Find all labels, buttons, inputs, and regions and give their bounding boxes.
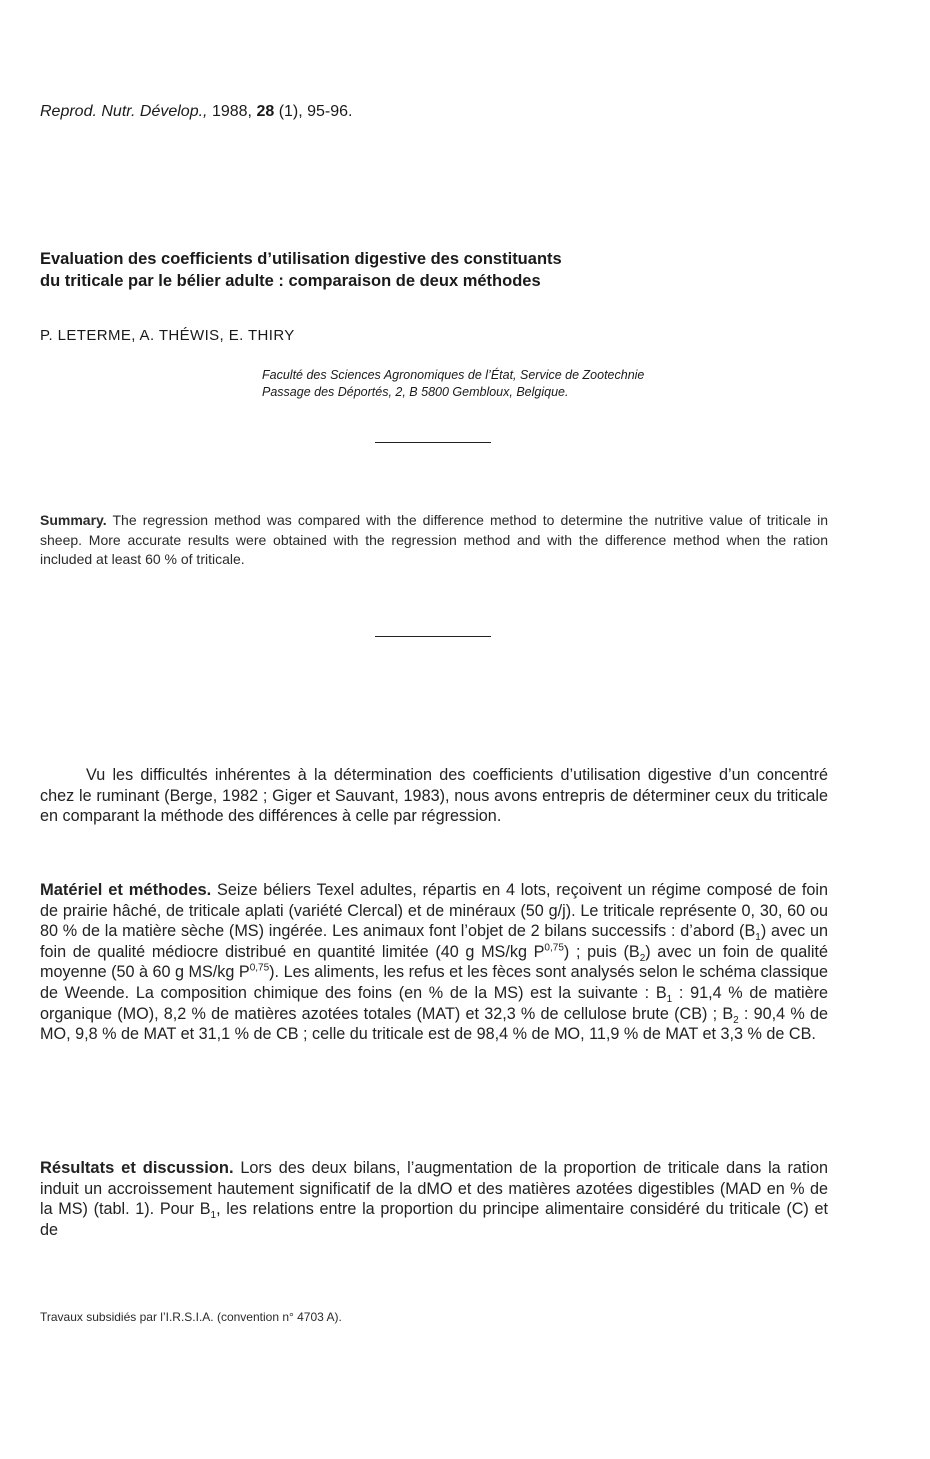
summary-label: Summary. [40,512,107,528]
summary [40,511,828,570]
summary-text: The regression method was compared with the difference method to determine the nutritive value of triticale in sheep. More accurate results were obtained with the regression method and with the difference method when the ration included at least 60 % of triticale. [40,512,829,567]
authors: P. LETERME, A. THÉWIS, E. THIRY [40,327,295,344]
title-line-2: du triticale par le bélier adulte : comparaison de deux méthodes [40,272,541,290]
methods-heading: Matériel et méthodes. [40,881,212,899]
methods-text-2: ) avec un foin de qualité médiocre distribué en quantité limitée (40 g MS/kg P [40,922,828,961]
affiliation-line-1: Faculté des Sciences Agronomiques de l’État, Service de Zootechnie [262,368,645,382]
methods-text-3: ) ; puis (B [563,942,640,961]
journal-name: Reprod. Nutr. Dévelop., [40,103,208,120]
results-text-1: Lors des deux bilans, l’augmentation de la proportion de triticale dans la ration induit un accroissement hautement significatif de la dMO et des matières azotées digestibles (MAD en % de la MS) (tabl. 1). Pour B [40,1159,828,1219]
methods-text-7: : 90,4 % de MO, 9,8 % de MAT et 31,1 % de CB ; celle du triticale est de 98,4 % de MO, 11,9 % de MAT et 3,3 % de CB. [40,1004,828,1044]
intro-paragraph: Vu les difficultés inhérentes à la détermination des coefficients d’utilisation digestive d’un concentré chez le ruminant (Berge, 1982 ; Giger et Sauvant, 1983), nous avons entrepris de déterminer ceux du triticale en comparant la méthode des différences à celle par régression. [40,766,828,826]
methods-sub-3: 1 [666,994,673,1006]
methods-sup-1: 0,75 [544,942,564,954]
footnote: Travaux subsidiés par l’I.R.S.I.A. (convention n° 4703 A). [40,1310,342,1324]
methods-text-6: : 91,4 % de matière organique (MO), 8,2 % de matières azotées totales (MAT) et 32,3 % de cellulose brute (CB) ; B [40,983,828,1023]
journal-issue-pages: (1), 95-96. [278,103,353,120]
journal-year: 1988, [211,103,252,120]
results-paragraph [40,1158,828,1240]
journal-reference [40,103,353,121]
journal-volume: 28 [256,103,275,120]
article-title [40,248,900,292]
separator-rule-bottom [375,636,491,637]
results-heading: Résultats et discussion. [40,1159,234,1177]
methods-sub-4: 2 [733,1014,739,1026]
methods-paragraph [40,880,828,1045]
methods-text-5: ). Les aliments, les refus et les fèces sont analysés selon le schéma classique de Weende. La composition chimique des foins (en % de la MS) est la suivante : B [40,963,828,1002]
methods-sub-2: 2 [639,953,646,965]
methods-sup-2: 0,75 [249,962,270,974]
affiliation [262,367,644,401]
title-line-1: Evaluation des coefficients d’utilisation digestive des constituants [40,250,562,268]
methods-text-1: Seize béliers Texel adultes, répartis en 4 lots, reçoivent un régime composé de foin de prairie hâché, de triticale aplati (variété Clercal) et de minéraux (50 g/j). Le triticale représente 0, 30, 60 ou 80 % de la matière sèche (MS) ingérée. Les animaux font l’objet de 2 bilans successifs : d’abord (B [40,881,829,941]
methods-text-4: ) avec un foin de qualité moyenne (50 à 60 g MS/kg P [40,942,829,982]
separator-rule-top [375,442,491,443]
affiliation-line-2: Passage des Déportés, 2, B 5800 Gembloux, Belgique. [262,385,569,399]
results-sub-1: 1 [210,1210,217,1222]
methods-sub-1: 1 [755,932,761,944]
results-text-2: , les relations entre la proportion du principe alimentaire considéré du triticale (C) et de [40,1200,828,1239]
